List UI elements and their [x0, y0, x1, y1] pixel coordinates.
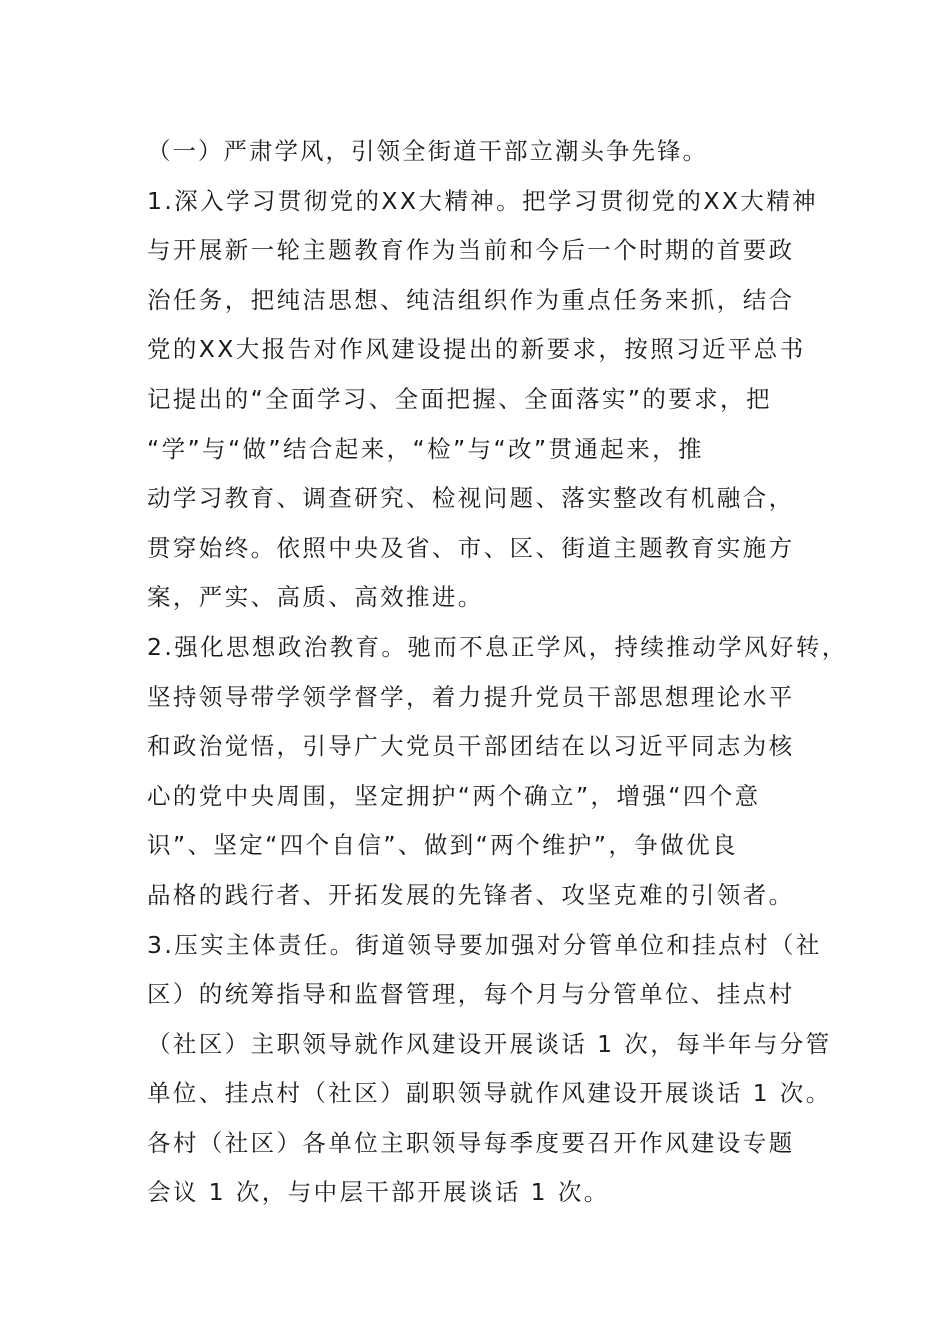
paragraph-line: 坚持领导带学领学督学，着力提升党员干部思想理论水平 [147, 682, 795, 711]
paragraph-line: 动学习教育、调查研究、检视问题、落实整改有机融合， [147, 484, 795, 513]
paragraph-line: 和政治觉悟，引导广大党员干部团结在以习近平同志为核 [147, 732, 795, 761]
paragraph-line: 区）的统筹指导和监督管理，每个月与分管单位、挂点村 [147, 980, 795, 1009]
paragraph-line: 会议 1 次，与中层干部开展谈话 1 次。 [147, 1178, 610, 1207]
paragraph-line: 3.压实主体责任。街道领导要加强对分管单位和挂点村（社 [147, 930, 822, 959]
paragraph-line: 2.强化思想政治教育。驰而不息正学风，持续推动学风好转， [147, 632, 848, 661]
paragraph-line: 案，严实、高质、高效推进。 [147, 583, 484, 612]
paragraph-line: 心的党中央周围，坚定拥护“两个确立”，增强“四个意 [147, 781, 761, 810]
paragraph-line: 治任务，把纯洁思想、纯洁组织作为重点任务来抓，结合 [147, 285, 795, 314]
paragraph-line: 记提出的“全面学习、全面把握、全面落实”的要求，把 [147, 384, 772, 413]
paragraph-line: （社区）主职领导就作风建设开展谈话 1 次，每半年与分管 [147, 1029, 832, 1058]
paragraph-line: 贯穿始终。依照中央及省、市、区、街道主题教育实施方 [147, 533, 795, 562]
paragraph-line: 1.深入学习贯彻党的XX大精神。把学习贯彻党的XX大精神 [147, 186, 819, 215]
paragraph-line: 品格的践行者、开拓发展的先锋者、攻坚克难的引领者。 [147, 880, 795, 909]
paragraph-line: 各村（社区）各单位主职领导每季度要召开作风建设专题 [147, 1128, 795, 1157]
paragraph-line: 与开展新一轮主题教育作为当前和今后一个时期的首要政 [147, 236, 795, 265]
paragraph-line: 党的XX大报告对作风建设提出的新要求，按照习近平总书 [147, 335, 806, 364]
paragraph-line: 单位、挂点村（社区）副职领导就作风建设开展谈话 1 次。 [147, 1079, 832, 1108]
paragraph-1 [147, 177, 819, 623]
document-body [147, 127, 848, 1218]
section-heading: （一）严肃学风，引领全街道干部立潮头争先锋。 [147, 137, 708, 165]
paragraph-line: 识”、坚定“四个自信”、做到“两个维护”，争做优良 [147, 831, 738, 860]
paragraph-2 [147, 623, 848, 921]
paragraph-line: “学”与“做”结合起来，“检”与“改”贯通起来，推 [147, 434, 704, 463]
paragraph-3 [147, 921, 832, 1219]
